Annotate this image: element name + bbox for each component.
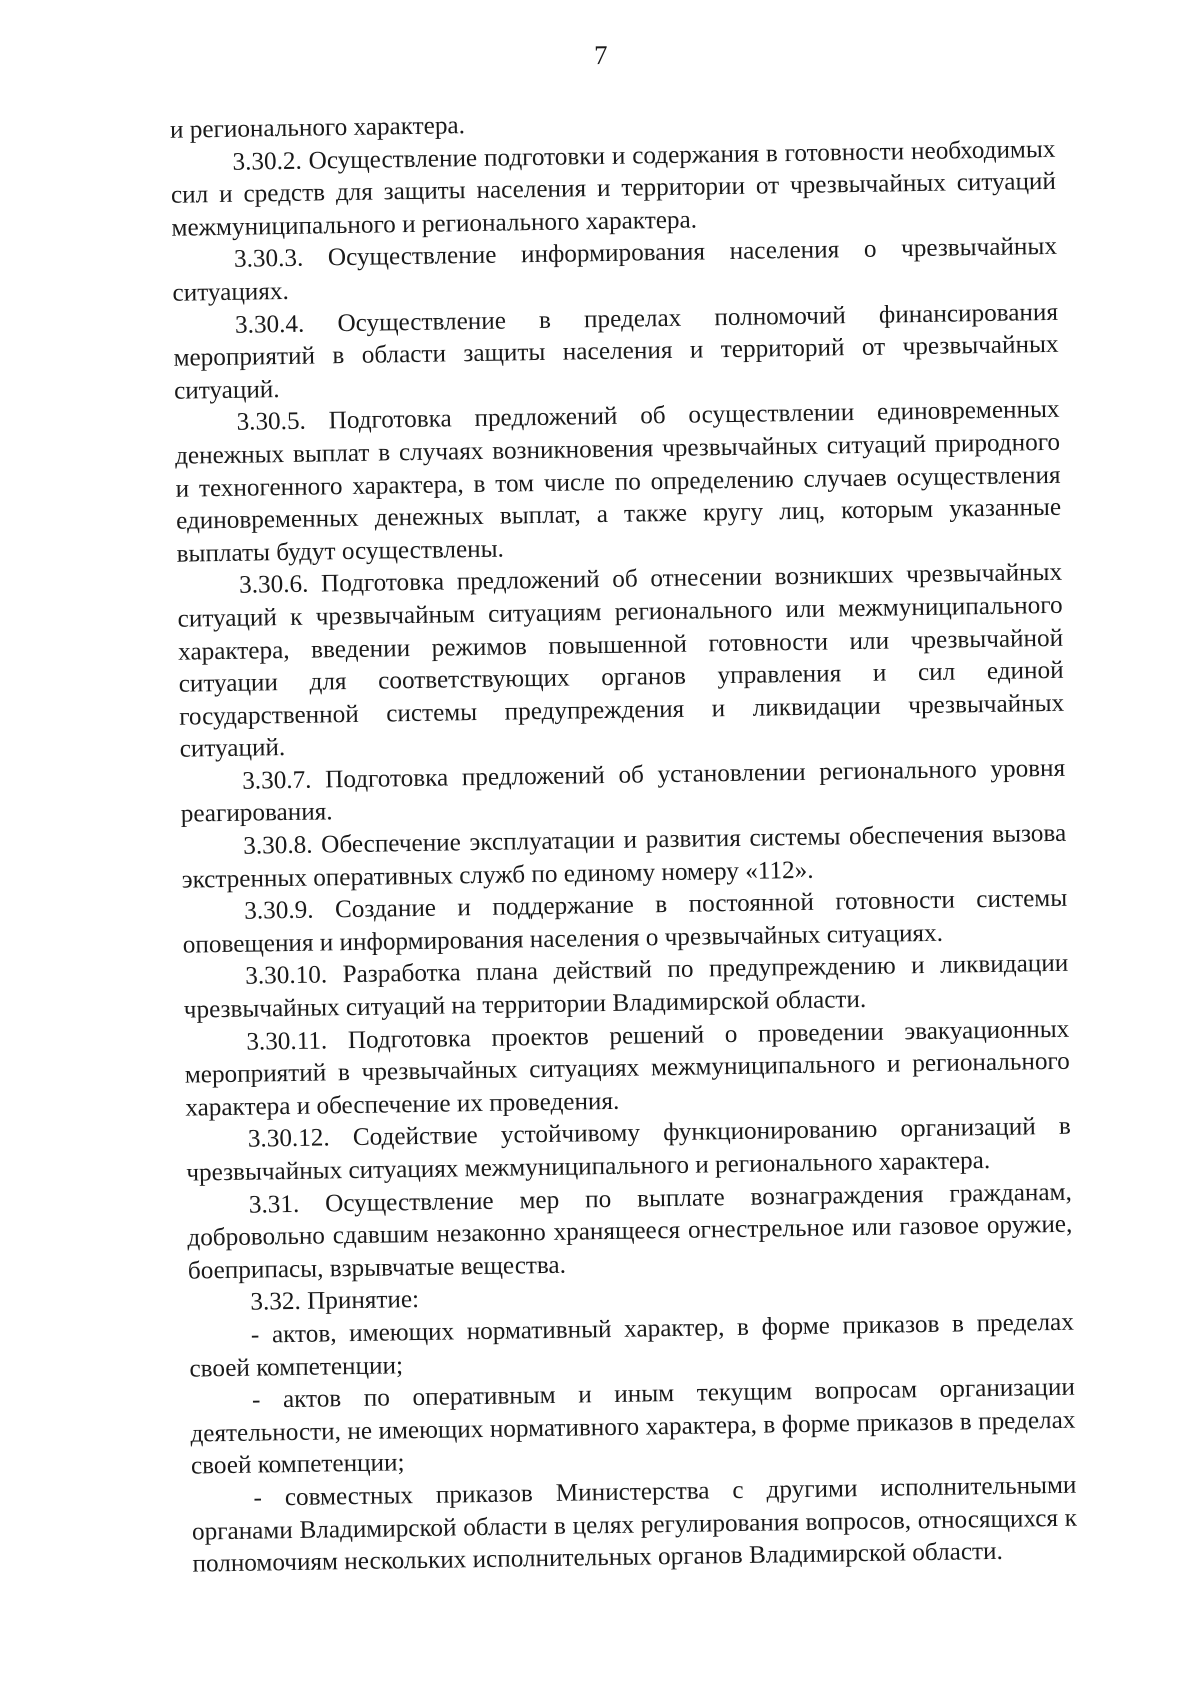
paragraph-3-30-2: 3.30.2. Осуществление подготовки и содержания в готовности необходимых сил и средств для защиты населения и территории от чрезвычайных ситуаций межмуниципального и регионального характера.	[170, 135, 1057, 242]
paragraph-3-30-7: 3.30.7. Подготовка предложений об установлении регионального уровня реагирования.	[180, 754, 1066, 829]
paragraph-3-30-12: 3.30.12. Содействие устойчивому функционированию организаций в чрезвычайных ситуациях межмуниципального и регионального характера.	[186, 1113, 1071, 1187]
list-item-dash: - совместных приказов Министерства с другими исполнительными органами Владимирской области в целях регулирования вопросов, относящихся к полномочиям нескольких исполнительных органов Владимирской области.	[191, 1471, 1078, 1578]
paragraph-3-30-3: 3.30.3. Осуществление информирования населения о чрезвычайных ситуациях.	[172, 233, 1058, 307]
paragraph-3-30-9: 3.30.9. Создание и поддержание в постоянной готовности системы оповещения и информирования населения о чрезвычайных ситуациях.	[182, 885, 1068, 959]
paragraph-continuation: и регионального характера.	[169, 112, 466, 144]
paragraph-3-30-11: 3.30.11. Подготовка проектов решений о проведении эвакуационных мероприятий в чрезвычайных ситуациях межмуниципального и регионального характера и обеспечение их проведения.	[184, 1015, 1070, 1122]
paragraph-3-30-6: 3.30.6. Подготовка предложений об отнесении возникших чрезвычайных ситуаций к чрезвычайным ситуациям регионального или межмуниципального характера, введении режимов повышенной готовности или чрезвычайной ситуации для соответствующих органов управления и сил единой государственной системы предупреждения и ликвидации чрезвычайных ситуаций.	[177, 559, 1065, 763]
paragraph-3-31: 3.31. Осуществление мер по выплате вознаграждения гражданам, добровольно сдавшим незаконно хранящееся огнестрельное или газовое оружие, боеприпасы, взрывчатые вещества.	[187, 1178, 1073, 1285]
document-body	[170, 101, 1078, 1581]
page-number: 7	[593, 39, 608, 71]
paragraph-3-30-8: 3.30.8. Обеспечение эксплуатации и развития системы обеспечения вызова экстренных оперативных служб по единому номеру «112».	[181, 819, 1067, 894]
paragraph-3-30-5: 3.30.5. Подготовка предложений об осуществлении единовременных денежных выплат в случаях возникновения чрезвычайных ситуаций природного и техногенного характера, в том числе по определению случаев осуществления единовременных денежных выплат, а также кругу лиц, которым указанные выплаты будут осуществлены.	[174, 396, 1062, 568]
list-item-dash: - актов по оперативным и иным текущим вопросам организации деятельности, не имеющих нормативного характера, в форме приказов в пределах своей компетенции;	[190, 1373, 1076, 1480]
list-item-dash: - актов, имеющих нормативный характер, в форме приказов в пределах своей компетенции;	[189, 1308, 1075, 1383]
paragraph-3-32: 3.32. Принятие:	[250, 1286, 420, 1317]
paragraph-3-30-4: 3.30.4. Осуществление в пределах полномочий финансирования мероприятий в области защиты населения и территорий от чрезвычайных ситуаций.	[173, 298, 1059, 405]
paragraph-3-30-10: 3.30.10. Разработка плана действий по предупреждению и ликвидации чрезвычайных ситуаций на территории Владимирской области.	[183, 950, 1069, 1024]
